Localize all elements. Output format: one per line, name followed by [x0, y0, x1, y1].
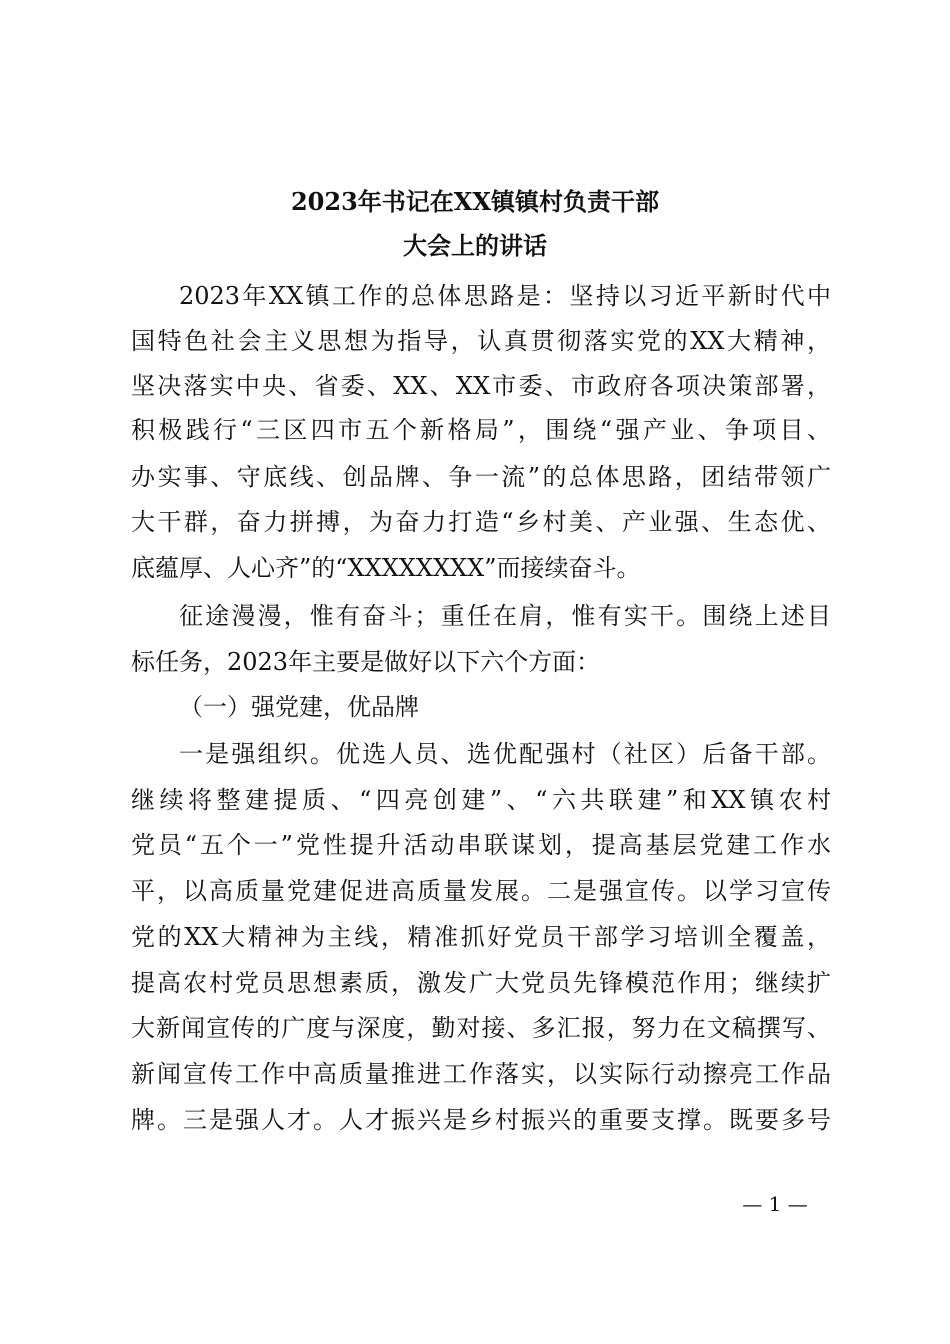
body-line: 新闻宣传工作中高质量推进工作落实，以实际行动擦亮工作品 [131, 1060, 831, 1088]
body-line: 大干群，奋力拼搏，为奋力打造“乡村美、产业强、生态优、 [131, 508, 831, 536]
page-number: — 1 — [742, 1192, 808, 1216]
document-title-line-2: 大会上的讲话 [403, 231, 547, 260]
body-line: 底蕴厚、人心齐”的“XXXXXXXX”而接续奋斗。 [131, 554, 641, 582]
section-heading: （一）强党建，优品牌 [179, 693, 419, 721]
body-line: 坚决落实中央、省委、XX、XX市委、市政府各项决策部署， [131, 372, 831, 400]
body-line: 办实事、守底线、创品牌、争一流”的总体思路，团结带领广 [131, 463, 831, 491]
body-line: 积极践行“三区四市五个新格局”，围绕“强产业、争项目、 [131, 416, 831, 444]
body-line: 标任务，2023年主要是做好以下六个方面： [131, 648, 601, 676]
body-line: 党员“五个一”党性提升活动串联谋划，提高基层党建工作水 [131, 831, 831, 859]
document-title-line-1: 2023年书记在XX镇镇村负责干部 [290, 187, 660, 216]
body-line: 提高农村党员思想素质，激发广大党员先锋模范作用；继续扩 [131, 969, 831, 997]
body-line: 继续将整建提质、“四亮创建”、“六共联建”和XX镇农村 [131, 786, 831, 814]
body-line: 一是强组织。优选人员、选优配强村（社区）后备干部。 [179, 740, 831, 768]
body-line: 党的XX大精神为主线，精准抓好党员干部学习培训全覆盖， [131, 923, 831, 951]
body-line: 平，以高质量党建促进高质量发展。二是强宣传。以学习宣传 [131, 877, 831, 905]
body-line: 2023年XX镇工作的总体思路是：坚持以习近平新时代中 [179, 282, 831, 310]
body-line: 国特色社会主义思想为指导，认真贯彻落实党的XX大精神， [131, 327, 831, 355]
body-line: 大新闻宣传的广度与深度，勤对接、多汇报，努力在文稿撰写、 [131, 1014, 831, 1042]
body-line: 牌。三是强人才。人才振兴是乡村振兴的重要支撑。既要多号 [131, 1106, 831, 1134]
body-line: 征途漫漫，惟有奋斗；重任在肩，惟有实干。围绕上述目 [179, 602, 831, 630]
